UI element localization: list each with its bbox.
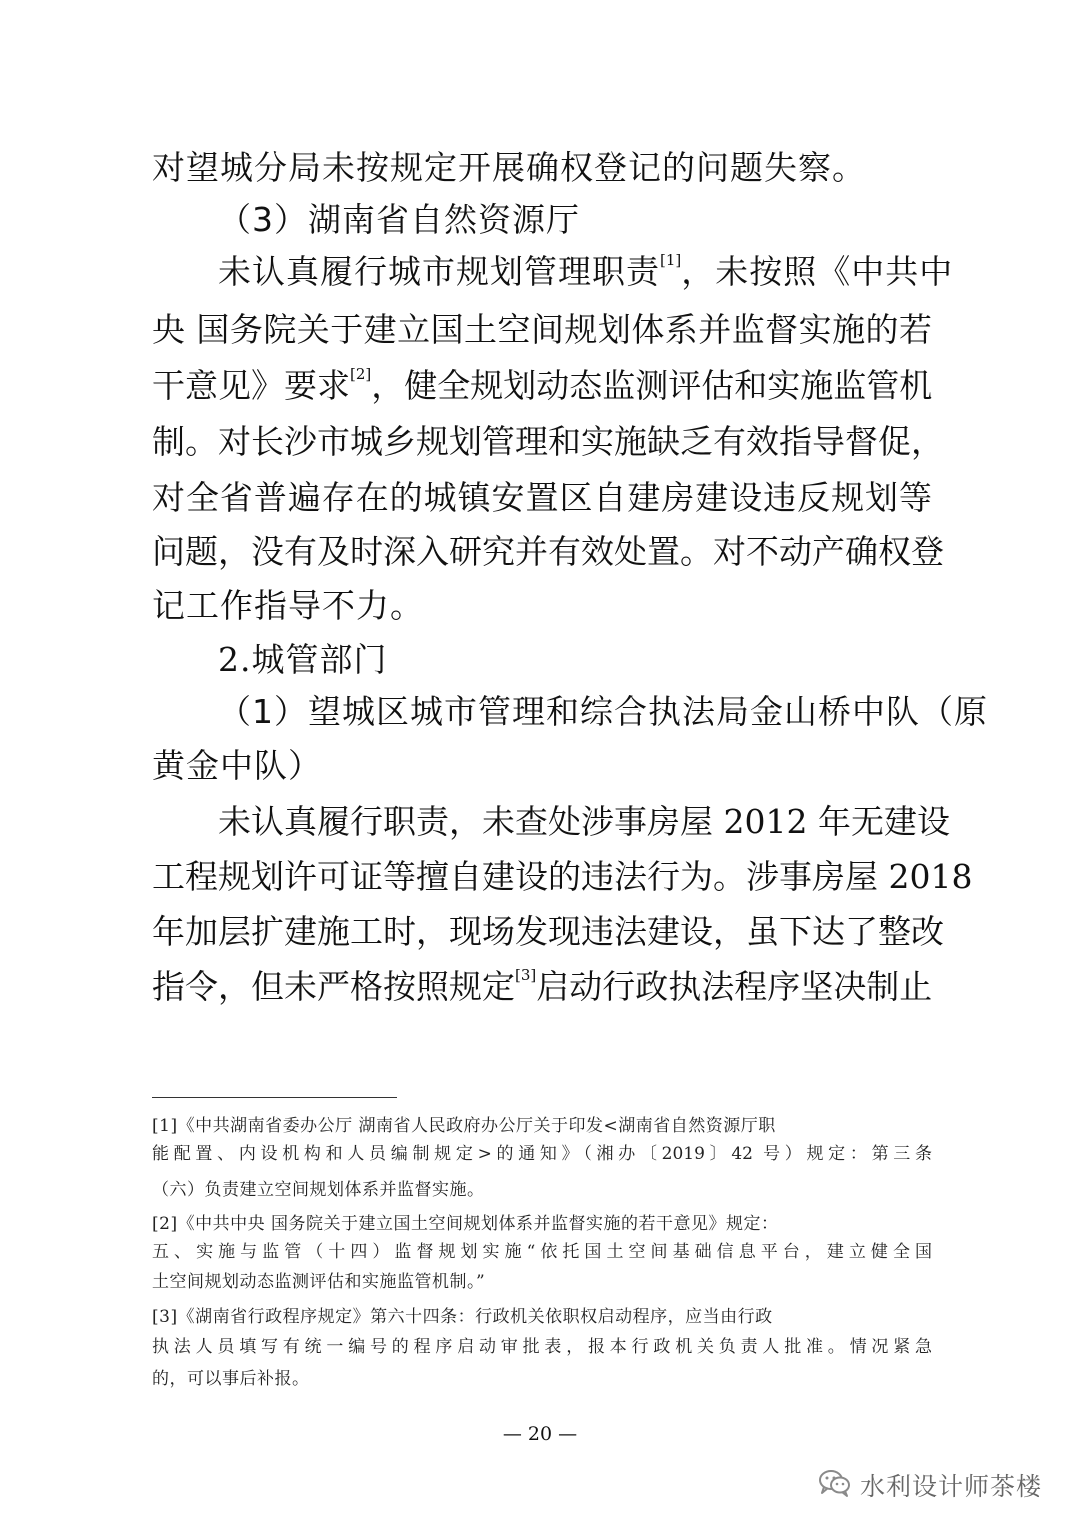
footnote-2-cont: 土空间规划动态监测评估和实施监管机制。”: [152, 1272, 486, 1292]
body-line: 对望城分局未按规定开展确权登记的问题失察。: [152, 148, 866, 187]
body-line: 未认真履行职责，未查处涉事房屋 2012 年无建设: [218, 802, 950, 841]
footnote-2-cont: 五、实施与监管（十四）监督规划实施“依托国土空间基础信息平台，建立健全国: [152, 1242, 932, 1262]
body-text: 指令，但未严格按照规定: [152, 967, 515, 1006]
footnote-1-cont: 能配置、内设机构和人员编制规定>的通知》（湘办〔2019〕42 号）规定：第三条: [152, 1144, 932, 1164]
page-number: — 20 —: [502, 1423, 578, 1445]
wechat-icon: [818, 1468, 852, 1502]
body-text: ，未按照《中共中: [681, 252, 954, 291]
footnote-1-cont: （六）负责建立空间规划体系并监督实施。: [152, 1180, 485, 1200]
footnote-2: [2]《中共中央 国务院关于建立国土空间规划体系并监督实施的若干意见》规定：: [152, 1214, 779, 1234]
watermark-text: 水利设计师茶楼: [860, 1472, 1043, 1501]
body-text: 未认真履行城市规划管理职责: [218, 252, 660, 291]
footnote-ref-2: [2]: [350, 365, 372, 383]
body-line: 工程规划许可证等擅自建设的违法行为。涉事房屋 2018: [152, 857, 973, 896]
footnote-ref-3: [3]: [515, 966, 537, 984]
footnote-3-cont: 的，可以事后补报。: [152, 1369, 310, 1389]
body-line: 记工作指导不力。: [152, 586, 424, 625]
section-heading-2-1: （1）望城区城市管理和综合执法局金山桥中队（原: [218, 692, 988, 731]
body-text: 启动行政执法程序坚决制止: [536, 967, 933, 1006]
body-line: 对全省普遍存在的城镇安置区自建房建设违反规划等: [152, 478, 932, 517]
body-line: [152, 366, 932, 406]
footnote-3-cont: 执法人员填写有统一编号的程序启动审批表，报本行政机关负责人批准。情况紧急: [152, 1337, 932, 1357]
body-line: 问题，没有及时深入研究并有效处置。对不动产确权登: [152, 532, 944, 571]
body-line: 年加层扩建施工时，现场发现违法建设，虽下达了整改: [152, 912, 944, 951]
body-line: 央 国务院关于建立国土空间规划体系并监督实施的若: [152, 310, 932, 349]
watermark: [818, 1465, 1042, 1505]
body-line: [218, 251, 954, 292]
body-line: 制。对长沙市城乡规划管理和实施缺乏有效指导督促，: [152, 422, 944, 461]
section-heading-2-1-cont: 黄金中队）: [152, 746, 322, 785]
body-text: ，健全规划动态监测评估和实施监管机: [371, 366, 933, 405]
footnote-1: [1]《中共湖南省委办公厅 湖南省人民政府办公厅关于印发<湖南省自然资源厅职: [152, 1116, 776, 1136]
footnote-divider: [152, 1097, 397, 1098]
footnote-ref-1: [1]: [660, 251, 682, 269]
section-heading-2: 2.城管部门: [218, 640, 388, 679]
section-heading-3: （3）湖南省自然资源厅: [218, 200, 580, 239]
footnote-3: [3]《湖南省行政程序规定》第六十四条：行政机关依职权启动程序，应当由行政: [152, 1307, 773, 1327]
body-line: [152, 967, 932, 1007]
body-text: 干意见》要求: [152, 366, 350, 405]
